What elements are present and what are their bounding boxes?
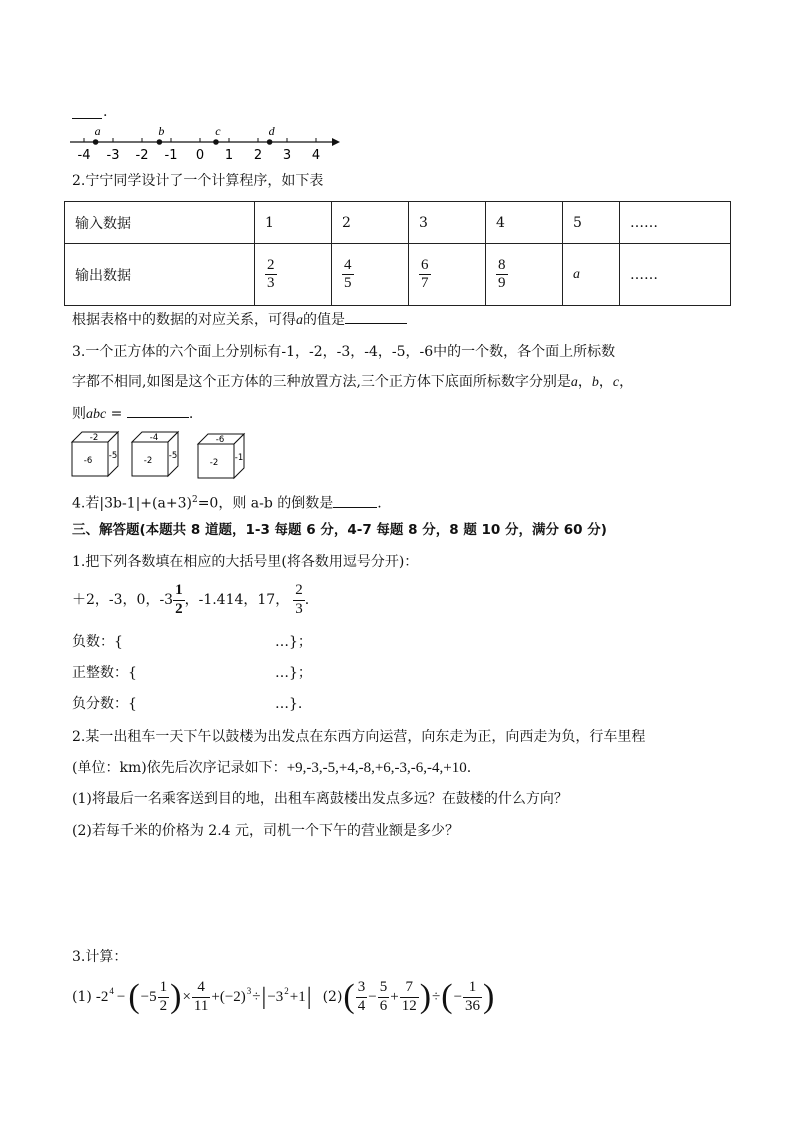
abs-bar-open: |: [261, 984, 267, 1010]
table-cell: [486, 244, 563, 306]
label: 正整数：{: [72, 665, 137, 681]
fraction: [378, 979, 390, 1015]
cube-1: [70, 430, 122, 478]
negative-fractions-set: [72, 695, 303, 713]
fraction: [419, 257, 431, 293]
answer-blank[interactable]: [333, 493, 377, 508]
denominator: 9: [498, 275, 506, 291]
paren-close: ): [170, 978, 182, 1015]
table-cell: 3: [409, 202, 486, 244]
tick-label: -1: [164, 148, 178, 163]
numerator: 8: [498, 256, 506, 273]
point-label: c: [215, 124, 221, 138]
numerator: 1: [468, 979, 477, 996]
term: +1: [289, 989, 306, 1005]
denominator: 12: [401, 997, 417, 1014]
variable-b: b: [591, 375, 599, 390]
point-d: [267, 139, 273, 145]
text: (单位：km)依先后次序记录如下：: [72, 760, 287, 776]
denominator: 7: [421, 275, 429, 291]
s1-numbers: [72, 580, 309, 620]
variable-a: a: [570, 375, 578, 390]
table-cell: [409, 244, 486, 306]
term: +(−2): [211, 989, 246, 1005]
positive-integers-set: [72, 664, 312, 682]
tick-label: 4: [311, 148, 321, 163]
table-cell: a: [563, 244, 620, 306]
operator: −: [116, 989, 126, 1005]
expression: |3b-1|+(a+3): [99, 495, 192, 512]
tick-label: -2: [135, 148, 149, 163]
expression-1: [72, 974, 494, 1020]
point-b: [157, 139, 163, 145]
cube-front-label: -2: [143, 456, 153, 466]
text: 根据表格中的数据的对应关系，可得: [72, 312, 296, 328]
cube-top-label: -4: [149, 433, 159, 443]
cube-front-label: -6: [83, 456, 93, 466]
fraction: [192, 979, 210, 1015]
q3-line-2: 字都不相同,如图是这个正方体的三种放置方法,三个正方体下底面所标数字分别是a，b，c，: [72, 374, 634, 390]
table-cell: 4: [486, 202, 563, 244]
numerator: 2: [267, 256, 275, 273]
point-a: [93, 139, 99, 145]
label: 负分数：{: [72, 696, 137, 712]
operator: ÷: [432, 989, 441, 1005]
s2-line-1: 2.某一出租车一天下午以鼓楼为出发点在东西方向运营，向东走为正，向西走为负，行车里程: [72, 729, 646, 745]
s3-title: 3.计算：: [72, 949, 128, 965]
table-cell: 1: [255, 202, 332, 244]
program-table: [64, 201, 731, 306]
operator: +: [390, 989, 399, 1005]
s2-question-1: (1)将最后一名乘客送到目的地，出租车离鼓楼出发点多远？在鼓楼的什么方向？: [72, 791, 568, 807]
fraction: [158, 979, 170, 1015]
q2-intro: 2.宁宁同学设计了一个计算程序，如下表: [72, 173, 324, 189]
table-cell: 2: [332, 202, 409, 244]
cube-3: [196, 432, 248, 480]
operator: ×: [182, 989, 191, 1005]
table-cell: 输入数据: [65, 202, 255, 244]
exponent: 2: [191, 495, 198, 505]
part-label: (1): [72, 989, 92, 1005]
fraction: [463, 979, 482, 1015]
set-close: …}.: [275, 696, 303, 712]
fraction: [293, 582, 305, 618]
operator: −: [453, 989, 463, 1005]
answer-blank[interactable]: [127, 403, 189, 418]
mixed-fraction: [173, 582, 185, 618]
numerator: 7: [405, 979, 413, 996]
cube-top-label: -2: [89, 433, 99, 443]
cube-side-label: -5: [168, 451, 178, 461]
term: −3: [267, 989, 284, 1005]
variable-abc: abc: [86, 407, 107, 422]
tick-label: 1: [224, 148, 234, 163]
cube-side-label: -5: [108, 451, 118, 461]
q4-line: [72, 491, 382, 513]
denominator: 3: [267, 275, 275, 291]
q2-answer-line: [72, 309, 407, 330]
numerator: 5: [379, 979, 388, 996]
set-close: …}；: [275, 634, 312, 650]
text: .: [304, 592, 310, 608]
term: −5: [140, 989, 157, 1005]
denominator: 4: [357, 997, 366, 1014]
numerator: 4: [344, 256, 352, 273]
paren-close: ): [483, 978, 495, 1015]
abs-bar-close: |: [306, 984, 312, 1010]
text: 则: [72, 406, 86, 422]
denominator: 5: [344, 275, 352, 291]
exponent: 2: [284, 986, 289, 996]
point-c: [213, 139, 219, 145]
cube-side-label: -1: [234, 453, 244, 463]
fraction: [265, 257, 277, 293]
variable: a: [296, 313, 303, 328]
cube-front-label: -2: [209, 458, 219, 468]
numerator: 1: [159, 979, 168, 996]
number-line-arrow: [332, 138, 340, 146]
q3-line-1: 3.一个正方体的六个面上分别标有-1，-2，-3，-4，-5，-6中的一个数，各个面上所标数: [72, 344, 616, 360]
text: .: [188, 406, 194, 422]
table-cell: ……: [620, 202, 731, 244]
equals: =: [106, 406, 127, 422]
answer-blank[interactable]: [345, 309, 407, 324]
exponent: 4: [109, 986, 114, 996]
paren-open: (: [343, 978, 355, 1015]
text: 4.若: [72, 495, 100, 512]
s2-question-2: (2)若每千米的价格为 2.4 元，司机一个下午的营业额是多少？: [72, 823, 459, 839]
numerator: 4: [197, 979, 205, 996]
tick-label: 0: [195, 148, 205, 163]
label: 负数：{: [72, 634, 123, 650]
denominator: 6: [379, 997, 388, 1014]
denominator: 2: [159, 997, 168, 1014]
tick-label: -4: [77, 148, 91, 163]
s1-title: 1.把下列各数填在相应的大括号里(将各数用逗号分开)：: [72, 554, 419, 570]
operator: ÷: [252, 989, 261, 1005]
mileage-sequence: +9,-3,-5,+4,-8,+6,-3,-6,-4,+10: [286, 760, 467, 776]
numerator: 2: [295, 582, 303, 599]
text: ，-1.414，17，: [184, 592, 290, 608]
negative-numbers-set: [72, 633, 312, 651]
text: .: [377, 495, 382, 512]
answer-blank-top[interactable]: [72, 104, 102, 119]
denominator: 3: [295, 600, 303, 617]
table-cell: ……: [620, 244, 731, 306]
table-cell: 输出数据: [65, 244, 255, 306]
numerator: 1: [175, 582, 183, 599]
part-label: (2): [322, 989, 343, 1005]
text: .: [466, 760, 472, 776]
text: =0，则 a-b 的倒数是: [197, 495, 334, 512]
trailing-dot: .: [103, 104, 108, 120]
point-label: a: [94, 124, 101, 138]
exponent: 3: [246, 986, 252, 996]
text: ＋2，-3，0，-3: [72, 592, 174, 608]
denominator: 36: [465, 997, 481, 1014]
denominator: 2: [175, 600, 183, 617]
table-row: [65, 244, 731, 306]
fraction: [356, 979, 368, 1015]
tick-label: -3: [106, 148, 120, 163]
table-cell: [332, 244, 409, 306]
paren-open: (: [128, 978, 140, 1015]
cube-2: [130, 430, 182, 478]
section-heading: 三、解答题(本题共 8 道题，1-3 每题 6 分，4-7 每题 8 分，8 题 10 分，满分 60 分): [72, 522, 607, 538]
table-cell: 5: [563, 202, 620, 244]
number-line: [66, 120, 346, 166]
text: 的值是: [303, 312, 345, 328]
point-label: b: [158, 124, 165, 138]
paren-open: (: [441, 978, 453, 1015]
s2-line-2: [72, 759, 471, 777]
text: 字都不相同,如图是这个正方体的三种放置方法,三个正方体下底面所标数字分别是: [72, 374, 571, 390]
tick-label: 2: [253, 148, 263, 163]
operator: −: [368, 989, 377, 1005]
fraction: [342, 257, 354, 293]
variable-c: c: [612, 375, 620, 390]
q3-line-3: [72, 403, 193, 424]
table-cell: [255, 244, 332, 306]
numerator: 3: [357, 979, 366, 996]
fraction: [496, 257, 508, 293]
fraction: [400, 979, 419, 1015]
cube-top-label: -6: [215, 435, 225, 445]
denominator: 11: [193, 997, 209, 1014]
set-close: …}；: [275, 665, 312, 681]
numerator: 6: [421, 256, 429, 273]
table-row: [65, 202, 731, 244]
tick-label: 3: [282, 148, 292, 163]
term: -2: [95, 989, 109, 1005]
point-label: d: [268, 124, 275, 138]
paren-close: ): [419, 978, 432, 1015]
